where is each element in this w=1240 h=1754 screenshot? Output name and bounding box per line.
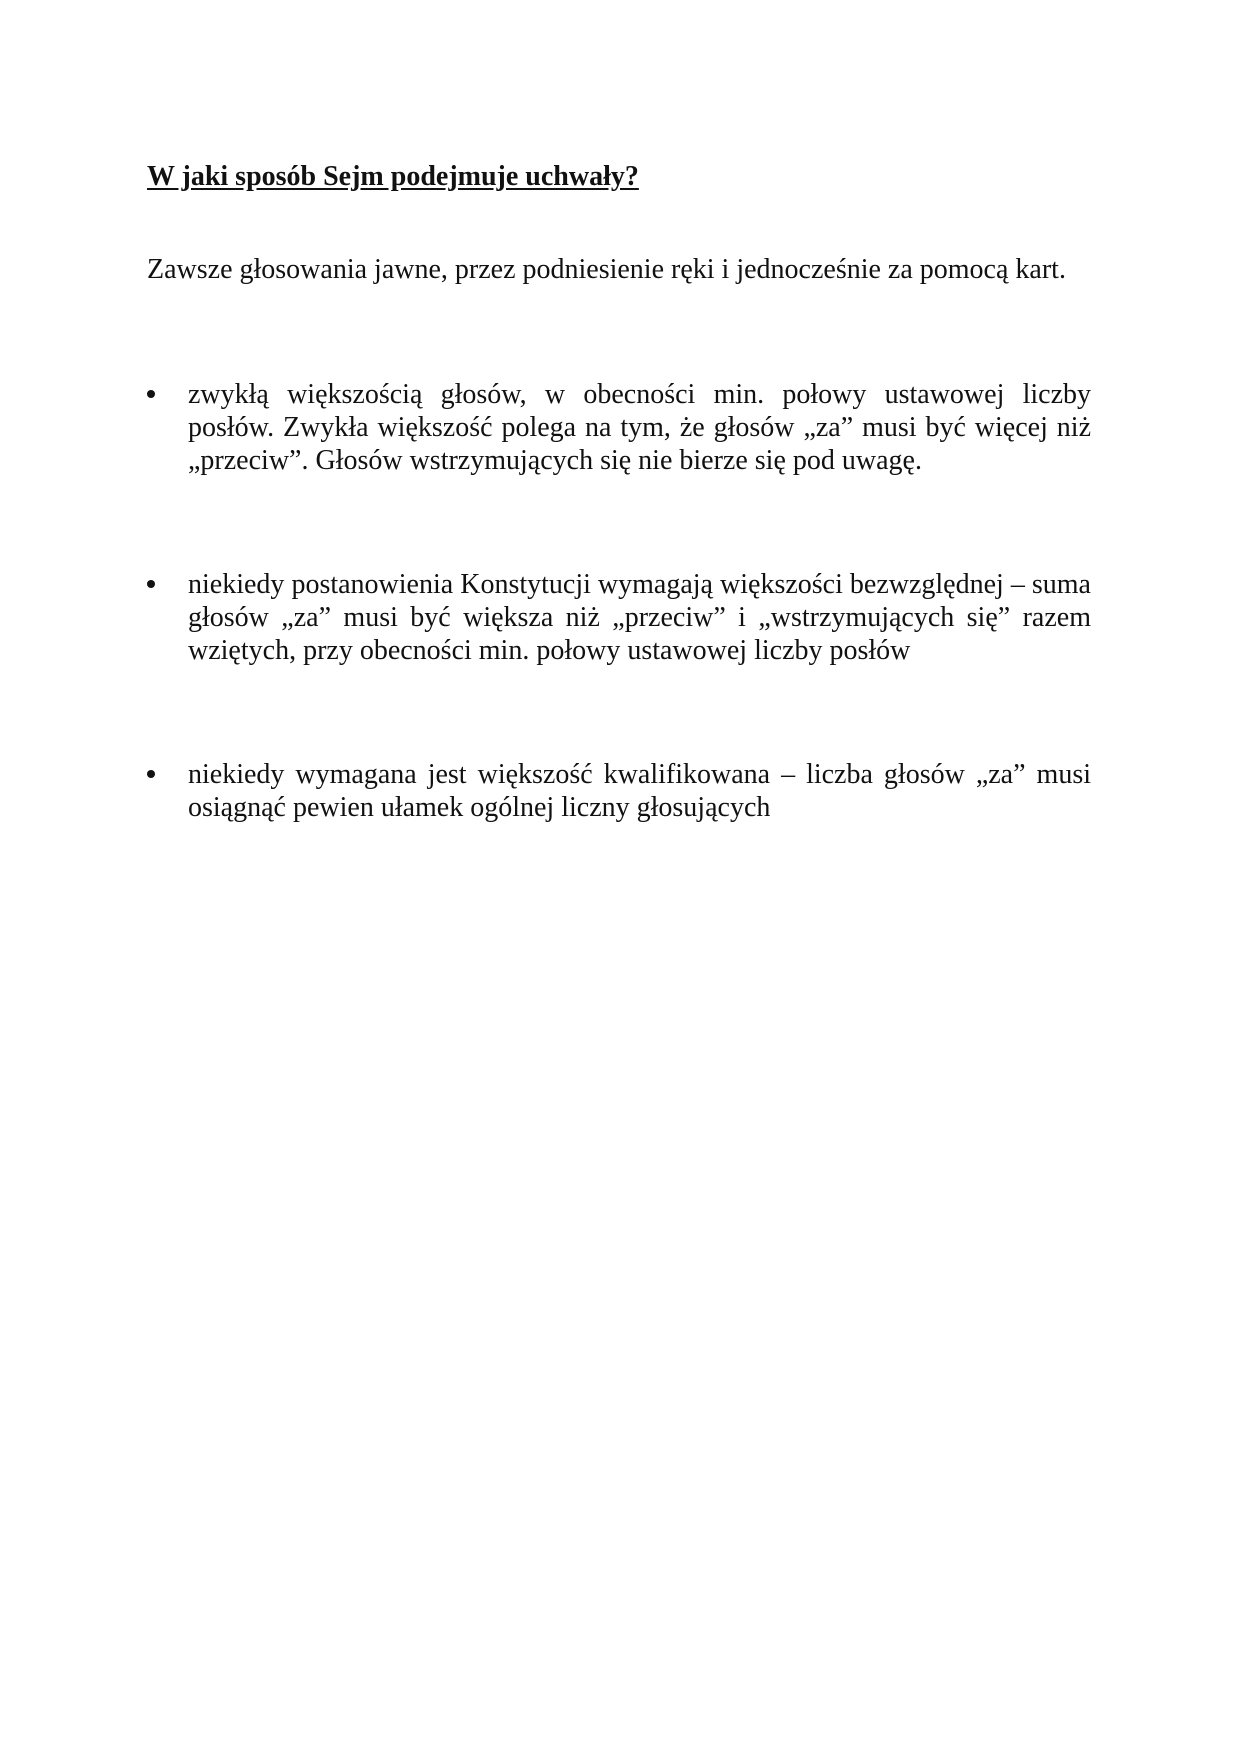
list-item — [147, 758, 1091, 824]
list-item-text: zwykłą większością głosów, w obecności min. połowy ustawowej liczby posłów. Zwykła większość polega na tym, że głosów „za” musi być więcej niż „przeciw”. Głosów wstrzymujących się nie bierze się pod uwagę. — [188, 379, 1091, 476]
list-item — [147, 568, 1091, 667]
list-item-text: niekiedy wymagana jest większość kwalifikowana – liczba głosów „za” musi osiągnąć pewien ułamek ogólnej liczny głosujących — [188, 759, 1091, 823]
bullet-icon — [147, 580, 155, 588]
bullet-list — [147, 378, 1091, 824]
bullet-icon — [147, 390, 155, 398]
document-title: W jaki sposób Sejm podejmuje uchwały? — [147, 161, 639, 192]
list-item — [147, 378, 1091, 477]
intro-paragraph: Zawsze głosowania jawne, przez podniesienie ręki i jednocześnie za pomocą kart. — [147, 254, 1066, 285]
bullet-icon — [147, 770, 155, 778]
list-item-text: niekiedy postanowienia Konstytucji wymagają większości bezwzględnej – suma głosów „za” musi być większa niż „przeciw” i „wstrzymujących się” razem wziętych, przy obecności min. połowy ustawowej liczby posłów — [188, 569, 1091, 666]
